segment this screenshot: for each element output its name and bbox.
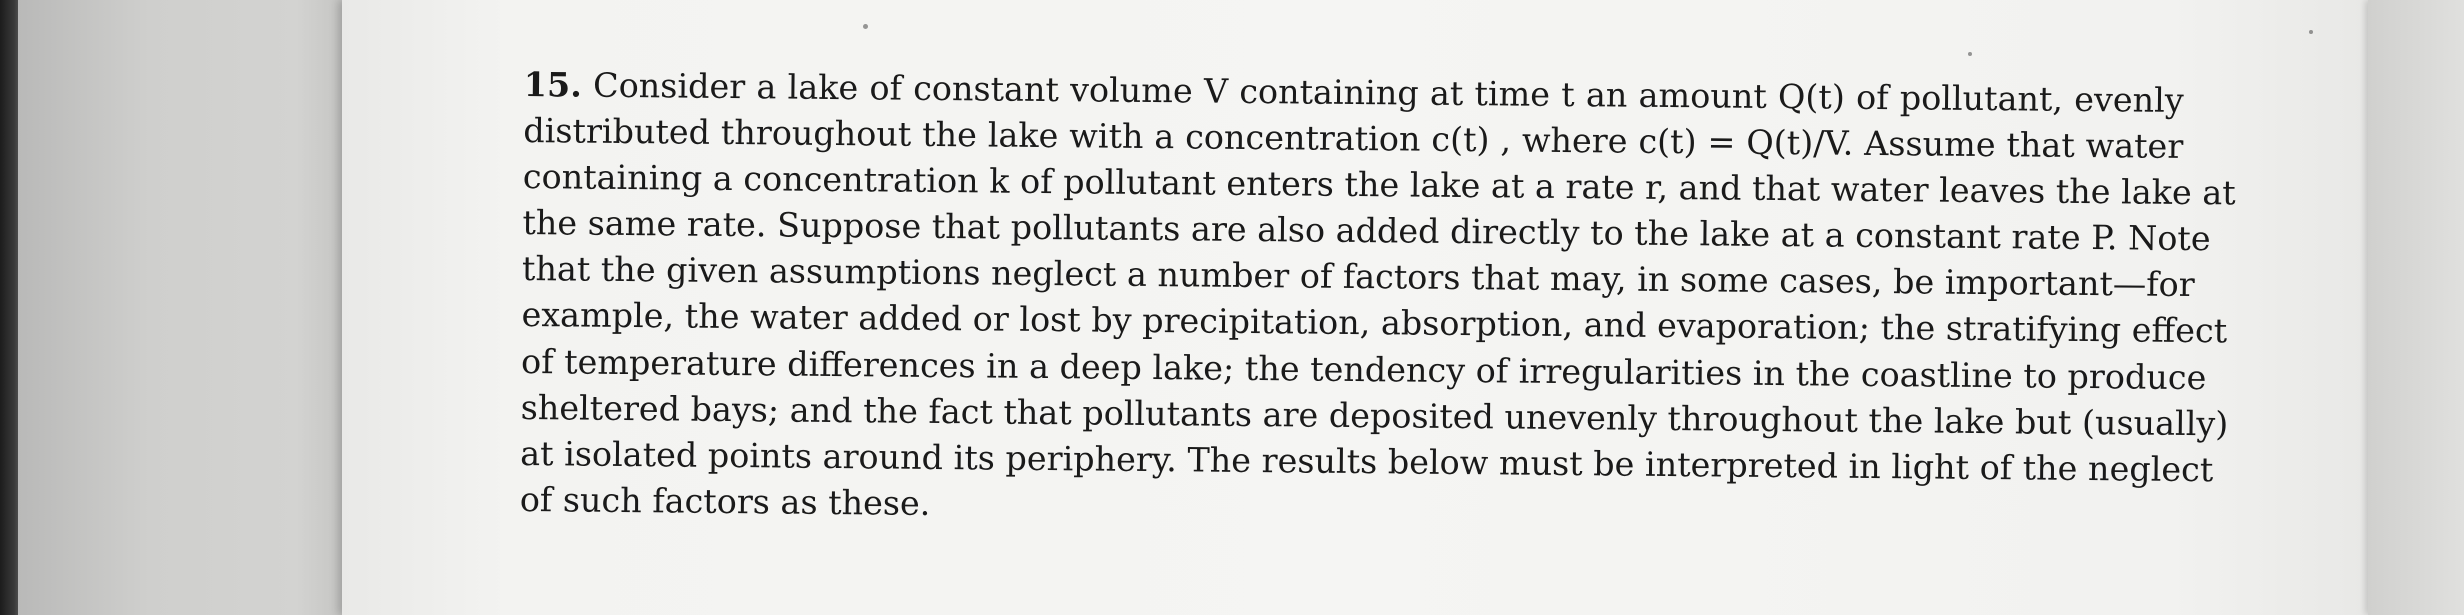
page-speck — [1968, 52, 1972, 56]
page-speck — [863, 24, 868, 29]
page-speck — [2309, 30, 2313, 34]
problem-line: of such factors as these. — [519, 479, 931, 523]
previous-page — [18, 0, 346, 615]
problem-line: example, the water added or lost by precipitation, absorption, and evaporation; the stratifying effect — [521, 295, 2228, 351]
problem-line: distributed throughout the lake with a concentration c(t) , where c(t) = Q(t)/V. Assume that water — [523, 111, 2184, 167]
problem-line: sheltered bays; and the fact that pollutants are deposited unevenly throughout the lake but (usually) — [520, 387, 2229, 444]
problem-number: 15. — [523, 64, 583, 105]
problem-line: the same rate. Suppose that pollutants are also added directly to the lake at a constant rate P. Note — [522, 203, 2211, 259]
problem-line: containing a concentration k of pollutant enters the lake at a rate r, and that water leaves the lake at — [522, 157, 2236, 213]
problem-line: of temperature differences in a deep lake; the tendency of irregularities in the coastline to produce — [520, 341, 2207, 397]
next-page-edge — [2368, 0, 2464, 615]
problem-line: at isolated points around its periphery. The results below must be interpreted in light of the neglect — [520, 433, 2214, 489]
problem-line: that the given assumptions neglect a number of factors that may, in some cases, be important—for — [521, 249, 2195, 305]
problem-line-text: Consider a lake of constant volume V containing at time t an amount Q(t) of pollutant, evenly — [592, 65, 2184, 120]
problem-15-text — [519, 62, 2236, 539]
